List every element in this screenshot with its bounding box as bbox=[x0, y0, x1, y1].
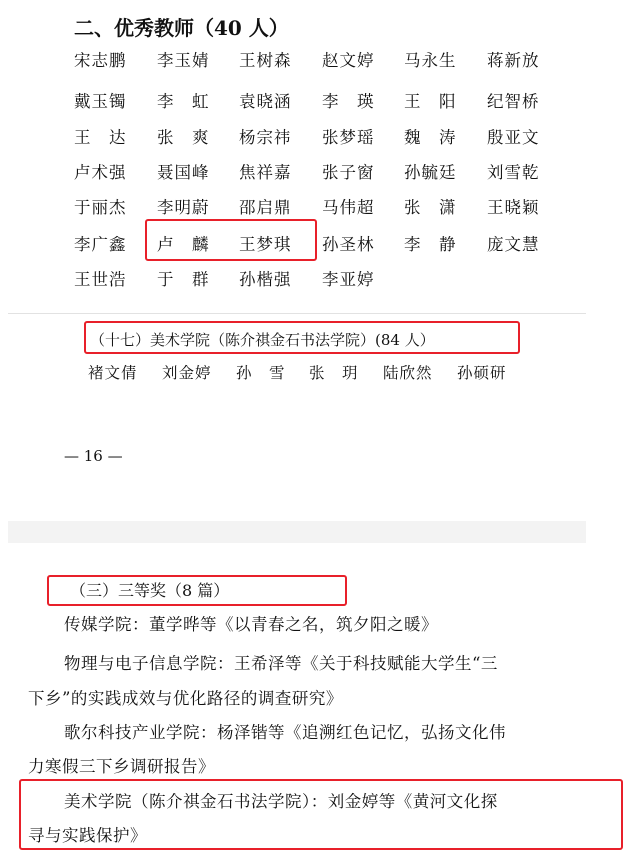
teacher-name: 张子窗 bbox=[322, 163, 375, 182]
award-line: 歌尔科技产业学院：杨泽锴等《追溯红色记忆，弘扬文化伟 bbox=[64, 723, 506, 742]
page-gap bbox=[8, 521, 586, 543]
award-line: 传媒学院：董学晔等《以青春之名，筑夕阳之暖》 bbox=[64, 615, 438, 634]
teacher-name: 马永生 bbox=[404, 51, 457, 70]
art-college-name: 陆欣然 bbox=[383, 364, 433, 382]
award-line: 力寒假三下乡调研报告》 bbox=[28, 757, 215, 776]
teacher-name: 王 达 bbox=[74, 128, 127, 147]
highlight-box-teachers bbox=[145, 219, 317, 261]
art-college-name: 孙硕研 bbox=[457, 364, 507, 382]
teacher-name: 王晓颖 bbox=[487, 198, 540, 217]
highlight-box-art-award bbox=[19, 779, 623, 850]
teacher-name: 殷亚文 bbox=[487, 128, 540, 147]
teacher-name: 李 静 bbox=[404, 235, 457, 254]
teacher-name: 赵文婷 bbox=[322, 51, 375, 70]
award-line: 下乡”的实践成效与优化路径的调查研究》 bbox=[28, 689, 343, 708]
teacher-name: 张梦瑶 bbox=[322, 128, 375, 147]
teacher-name: 焦祥嘉 bbox=[239, 163, 292, 182]
highlight-box-third-prize bbox=[47, 575, 347, 606]
teacher-name: 卢 麟 bbox=[157, 235, 210, 254]
award-line: 美术学院（陈介祺金石书法学院）：刘金婷等《黄河文化探 bbox=[64, 792, 498, 811]
teacher-name: 李 虹 bbox=[157, 92, 210, 111]
teacher-name: 李亚婷 bbox=[322, 270, 375, 289]
teacher-name: 卢术强 bbox=[74, 163, 127, 182]
teacher-name: 袁晓涵 bbox=[239, 92, 292, 111]
teacher-name: 宋志鹏 bbox=[74, 51, 127, 70]
teachers-heading: 二、优秀教师（40 人） bbox=[74, 16, 289, 40]
teacher-name: 蒋新放 bbox=[487, 51, 540, 70]
teacher-name: 王世浩 bbox=[74, 270, 127, 289]
highlight-box-art-college bbox=[84, 321, 520, 354]
teacher-name: 孙楷强 bbox=[239, 270, 292, 289]
teacher-name: 邵启鼎 bbox=[239, 198, 292, 217]
teacher-name: 魏 涛 bbox=[404, 128, 457, 147]
teacher-name: 聂国峰 bbox=[157, 163, 210, 182]
teacher-name: 刘雪乾 bbox=[487, 163, 540, 182]
teacher-name: 张 潇 bbox=[404, 198, 457, 217]
art-college-name: 刘金婷 bbox=[162, 364, 212, 382]
art-college-name: 张 玥 bbox=[309, 364, 359, 382]
teacher-name: 纪智桥 bbox=[487, 92, 540, 111]
teacher-name: 戴玉镯 bbox=[74, 92, 127, 111]
teacher-name: 王 阳 bbox=[404, 92, 457, 111]
teacher-name: 李玉婧 bbox=[157, 51, 210, 70]
third-prize-title: （三）三等奖（8 篇） bbox=[70, 581, 230, 600]
art-college-name: 褚文倩 bbox=[88, 364, 138, 382]
teacher-name: 王树森 bbox=[239, 51, 292, 70]
teacher-name: 庞文慧 bbox=[487, 235, 540, 254]
teacher-name: 于丽杰 bbox=[74, 198, 127, 217]
section-divider bbox=[8, 313, 586, 314]
teacher-name: 孙圣林 bbox=[322, 235, 375, 254]
award-line: 寻与实践保护》 bbox=[28, 826, 147, 845]
teacher-name: 李 瑛 bbox=[322, 92, 375, 111]
teacher-name: 李明蔚 bbox=[157, 198, 210, 217]
art-college-title: （十七）美术学院（陈介祺金石书法学院）(84 人） bbox=[90, 331, 435, 349]
teacher-name: 张 爽 bbox=[157, 128, 210, 147]
art-college-name: 孙 雪 bbox=[236, 364, 286, 382]
teacher-name: 于 群 bbox=[157, 270, 210, 289]
teacher-name: 马伟超 bbox=[322, 198, 375, 217]
teacher-name: 李广鑫 bbox=[74, 235, 127, 254]
teacher-name: 王梦琪 bbox=[239, 235, 292, 254]
teacher-name: 孙毓廷 bbox=[404, 163, 457, 182]
page-number: — 16 — bbox=[64, 447, 123, 465]
teacher-name: 杨宗祎 bbox=[239, 128, 292, 147]
award-line: 物理与电子信息学院：王希泽等《关于科技赋能大学生“三 bbox=[64, 654, 498, 673]
